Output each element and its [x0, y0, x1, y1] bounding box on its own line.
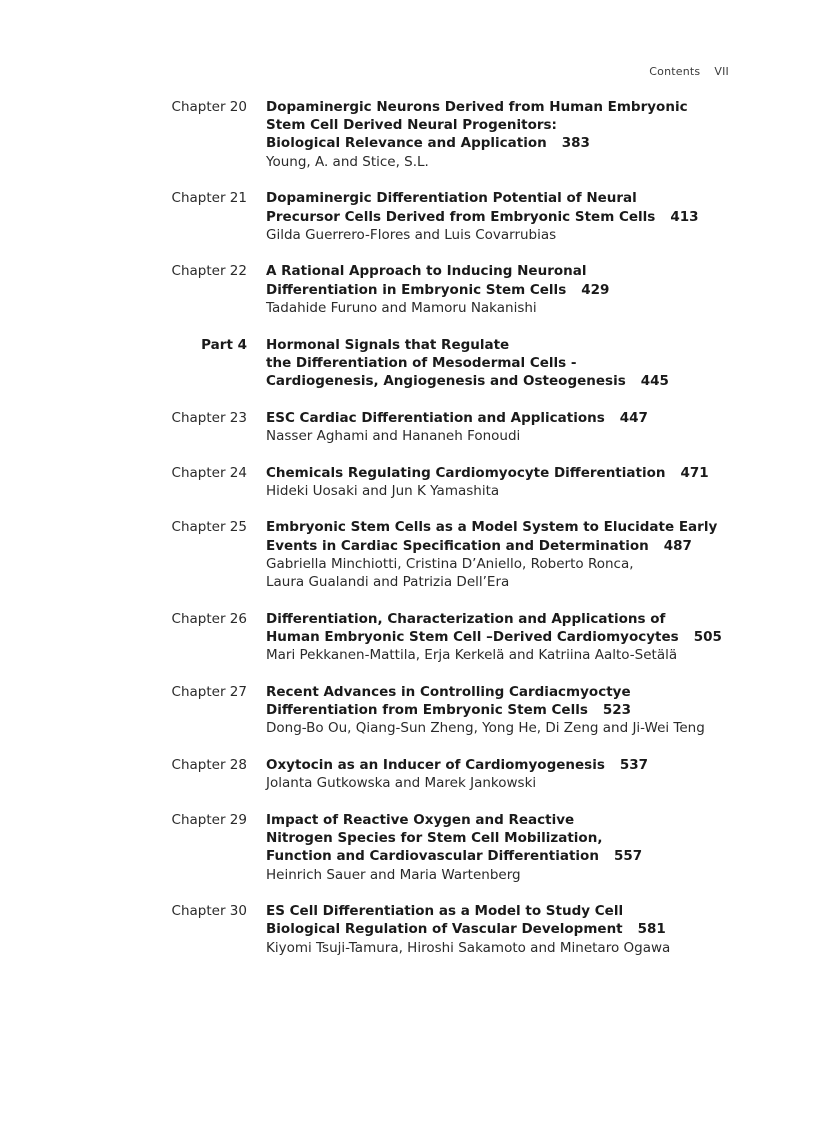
entry-page-number: 447	[619, 409, 648, 426]
entry-title-text: Embryonic Stem Cells as a Model System to Elucidate Early	[266, 519, 718, 536]
toc-chapter-entry[interactable]	[0, 683, 816, 738]
toc-chapter-entry[interactable]	[0, 98, 816, 171]
entry-page-number: 487	[663, 537, 692, 554]
entry-authors: Dong-Bo Ou, Qiang-Sun Zheng, Yong He, Di Zeng and Ji-Wei Teng	[266, 720, 705, 737]
entry-label: Chapter 27	[171, 683, 247, 700]
entry-title-line	[266, 610, 766, 628]
entry-title-text: A Rational Approach to Inducing Neuronal	[266, 263, 587, 280]
entry-page-number: 413	[670, 208, 699, 225]
entry-title-text: Precursor Cells Derived from Embryonic Stem Cells	[266, 208, 656, 225]
toc-chapter-entry[interactable]	[0, 464, 816, 500]
entry-body	[266, 262, 766, 317]
entry-authors: Heinrich Sauer and Maria Wartenberg	[266, 866, 521, 883]
running-head-section: Contents	[649, 65, 701, 78]
entry-page-number: 557	[613, 848, 643, 865]
entry-title-text: Hormonal Signals that Regulate	[266, 336, 510, 353]
entry-title-text: Stem Cell Derived Neural Progenitors:	[266, 117, 557, 134]
entry-title-line	[266, 262, 766, 280]
entry-title-line	[266, 372, 766, 390]
entry-title-line	[266, 354, 766, 372]
entry-title-text: Cardiogenesis, Angiogenesis and Osteogenesis	[266, 372, 626, 389]
entry-title-line	[266, 811, 766, 829]
entry-page-number: 383	[561, 135, 590, 152]
toc-chapter-entry[interactable]	[0, 518, 816, 591]
toc-part-entry[interactable]	[0, 336, 816, 391]
entry-title-text: Events in Cardiac Specification and Determination	[266, 537, 649, 554]
entry-title-line	[266, 920, 766, 938]
entry-title-line	[266, 208, 766, 226]
entry-authors: Gilda Guerrero-Flores and Luis Covarrubias	[266, 226, 557, 243]
entry-title-line	[266, 683, 766, 701]
entry-title-line	[266, 518, 766, 536]
entry-authors: Nasser Aghami and Hananeh Fonoudi	[266, 427, 521, 444]
entry-body	[266, 756, 766, 792]
entry-page-number: 445	[640, 372, 669, 389]
entry-title-text: ES Cell Differentiation as a Model to Study Cell	[266, 903, 624, 920]
entry-title-text: Differentiation from Embryonic Stem Cells	[266, 702, 588, 719]
toc-chapter-entry[interactable]	[0, 262, 816, 317]
entry-label: Chapter 21	[171, 190, 247, 207]
entry-label: Chapter 23	[171, 409, 247, 426]
toc-chapter-entry[interactable]	[0, 409, 816, 445]
entry-body	[266, 902, 766, 957]
entry-page-number: 523	[602, 702, 632, 719]
entry-label: Chapter 20	[171, 99, 247, 115]
entry-page-number: 429	[581, 281, 610, 298]
entry-authors: Mari Pekkanen-Mattila, Erja Kerkelä and Katriina Aalto-Setälä	[266, 647, 678, 664]
entry-title-line	[266, 336, 766, 354]
entry-label: Part 4	[201, 336, 247, 353]
entry-title-line	[266, 902, 766, 920]
toc-chapter-entry[interactable]	[0, 811, 816, 884]
entry-label: Chapter 26	[171, 610, 247, 627]
toc-chapter-entry[interactable]	[0, 189, 816, 244]
entry-title-line	[266, 409, 766, 427]
entry-authors: Kiyomi Tsuji-Tamura, Hiroshi Sakamoto and Minetaro Ogawa	[266, 939, 671, 956]
entry-authors: Gabriella Minchiotti, Cristina D’Aniello, Roberto Ronca,	[266, 555, 634, 572]
entry-page-number: 581	[637, 921, 666, 938]
entry-title-text: Biological Regulation of Vascular Development	[266, 921, 623, 938]
entry-title-line	[266, 847, 766, 865]
entry-page-number: 537	[619, 756, 649, 773]
entry-title-text: Impact of Reactive Oxygen and Reactive	[266, 811, 575, 828]
entry-body	[266, 464, 766, 500]
entry-label: Chapter 25	[171, 519, 247, 536]
entry-label: Chapter 28	[171, 756, 247, 773]
entry-authors: Hideki Uosaki and Jun K Yamashita	[266, 482, 500, 499]
entry-page-number: 471	[680, 464, 709, 481]
entry-authors: Tadahide Furuno and Mamoru Nakanishi	[266, 299, 537, 316]
running-head	[649, 65, 729, 78]
entry-body	[266, 336, 766, 391]
entry-authors: Laura Gualandi and Patrizia Dell’Era	[266, 574, 510, 591]
entry-title-text: Function and Cardiovascular Differentiation	[266, 848, 599, 865]
entry-title-line	[266, 756, 766, 774]
entry-title-text: Differentiation, Characterization and Applications of	[266, 610, 666, 627]
entry-title-text: Dopaminergic Neurons Derived from Human Embryonic	[266, 99, 688, 115]
entry-body	[266, 518, 766, 591]
entry-title-text: Biological Relevance and Application	[266, 135, 547, 152]
toc-chapter-entry[interactable]	[0, 756, 816, 792]
entry-title-text: Chemicals Regulating Cardiomyocyte Differentiation	[266, 464, 666, 481]
entry-body	[266, 98, 766, 171]
entry-body	[266, 189, 766, 244]
entry-label: Chapter 22	[171, 263, 247, 280]
entry-body	[266, 409, 766, 445]
entry-body	[266, 683, 766, 738]
entry-authors: Young, A. and Stice, S.L.	[266, 153, 429, 170]
entry-title-text: Oxytocin as an Inducer of Cardiomyogenesis	[266, 756, 605, 773]
entry-title-text: Nitrogen Species for Stem Cell Mobilization,	[266, 830, 603, 847]
entry-label: Chapter 24	[171, 464, 247, 481]
entry-title-line	[266, 116, 766, 134]
entry-title-text: Differentiation in Embryonic Stem Cells	[266, 281, 567, 298]
entry-page-number: 505	[693, 628, 722, 645]
entry-title-line	[266, 189, 766, 207]
entry-title-line	[266, 98, 766, 116]
entry-authors: Jolanta Gutkowska and Marek Jankowski	[266, 775, 537, 792]
entry-title-text: Dopaminergic Differentiation Potential of Neural	[266, 190, 637, 207]
entry-title-text: the Differentiation of Mesodermal Cells -	[266, 354, 577, 371]
running-head-page-number: VII	[714, 65, 729, 78]
entry-title-line	[266, 537, 766, 555]
table-of-contents	[0, 98, 816, 975]
entry-body	[266, 811, 766, 884]
entry-title-line	[266, 829, 766, 847]
entry-title-text: Recent Advances in Controlling Cardiacmyoctye	[266, 683, 631, 700]
entry-title-text: Human Embryonic Stem Cell –Derived Cardiomyocytes	[266, 628, 679, 645]
entry-title-line	[266, 134, 766, 152]
entry-label: Chapter 29	[171, 811, 247, 828]
toc-chapter-entry[interactable]	[0, 610, 816, 665]
entry-title-line	[266, 628, 766, 646]
toc-chapter-entry[interactable]	[0, 902, 816, 957]
entry-title-line	[266, 701, 766, 719]
entry-title-text: ESC Cardiac Differentiation and Applications	[266, 409, 605, 426]
entry-label: Chapter 30	[171, 903, 247, 920]
entry-body	[266, 610, 766, 665]
entry-title-line	[266, 464, 766, 482]
entry-title-line	[266, 281, 766, 299]
